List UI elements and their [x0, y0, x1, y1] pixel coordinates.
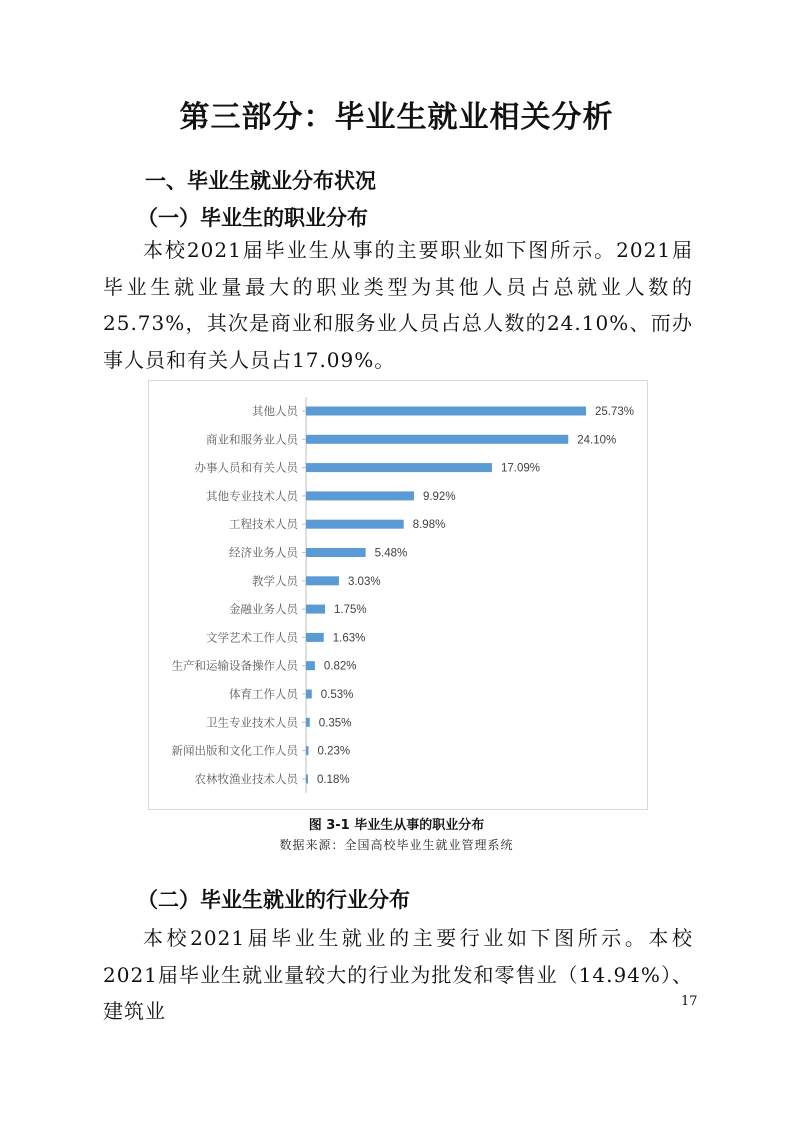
category-label: 教学人员	[252, 573, 298, 588]
value-label: 0.18%	[316, 773, 350, 786]
value-label: 17.09%	[500, 462, 540, 475]
category-label: 体育工作人员	[229, 687, 298, 701]
subsection-heading-industry: （二）毕业生就业的行业分布	[137, 888, 410, 912]
category-label: 卫生专业技术人员	[206, 715, 298, 730]
bar	[306, 463, 492, 472]
value-label: 0.35%	[318, 717, 352, 730]
value-label: 24.10%	[577, 434, 617, 447]
subsection-heading-occupation: （一）毕业生的职业分布	[137, 206, 368, 230]
page-title: 第三部分：毕业生就业相关分析	[179, 100, 614, 135]
value-label: 0.23%	[317, 745, 351, 758]
value-label: 1.63%	[332, 632, 366, 645]
bar	[306, 407, 586, 416]
section-heading: 一、毕业生就业分布状况	[145, 169, 376, 193]
bar	[306, 746, 309, 755]
category-label: 金融业务人员	[229, 602, 298, 617]
bar	[306, 548, 366, 557]
value-label: 0.53%	[320, 689, 354, 701]
bar	[306, 774, 308, 783]
value-label: 8.98%	[412, 519, 446, 532]
bar	[306, 605, 325, 614]
value-label: 1.75%	[334, 604, 367, 617]
value-label: 5.48%	[374, 547, 408, 560]
category-label: 商业和服务业人员	[206, 432, 298, 447]
category-label: 办事人员和有关人员	[194, 460, 298, 475]
bar	[306, 576, 339, 585]
category-label: 新闻出版和文化工作人员	[171, 743, 298, 758]
value-label: 3.03%	[347, 575, 381, 588]
bar	[306, 661, 315, 670]
figure-caption: 图 3-1 毕业生从事的职业分布	[308, 818, 485, 833]
bar	[306, 491, 414, 500]
bar	[306, 718, 310, 727]
category-label: 其他人员	[252, 404, 298, 418]
bar	[306, 520, 404, 529]
page-number: 17	[681, 994, 698, 1009]
occupation-bar-chart	[149, 381, 647, 809]
category-label: 工程技术人员	[229, 517, 298, 532]
paragraph-industry: 本校2021届毕业生就业的主要行业如下图所示。本校2021届毕业生就业量较大的行业为批发和零售业（14.94%）、建筑业	[103, 926, 693, 1023]
bar	[306, 690, 312, 699]
category-label: 文学艺术工作人员	[206, 630, 298, 645]
category-label: 经济业务人员	[229, 545, 298, 560]
paragraph-occupation: 本校2021届毕业生从事的主要职业如下图所示。2021届毕业生就业量最大的职业类型为其他人员占总就业人数的25.73%，其次是商业和服务业人员占总人数的24.10%、而办事人员和有关人员占17.09%。	[103, 238, 693, 372]
category-label: 生产和运输设备操作人员	[171, 658, 298, 673]
bar	[306, 435, 568, 444]
value-label: 9.92%	[422, 490, 456, 503]
category-label: 农林牧渔业技术人员	[194, 771, 298, 786]
bar	[306, 633, 324, 642]
value-label: 25.73%	[595, 406, 635, 418]
figure-source: 数据来源：全国高校毕业生就业管理系统	[279, 838, 514, 852]
category-label: 其他专业技术人员	[206, 488, 298, 503]
occupation-chart	[148, 380, 648, 810]
value-label: 0.82%	[323, 660, 357, 673]
